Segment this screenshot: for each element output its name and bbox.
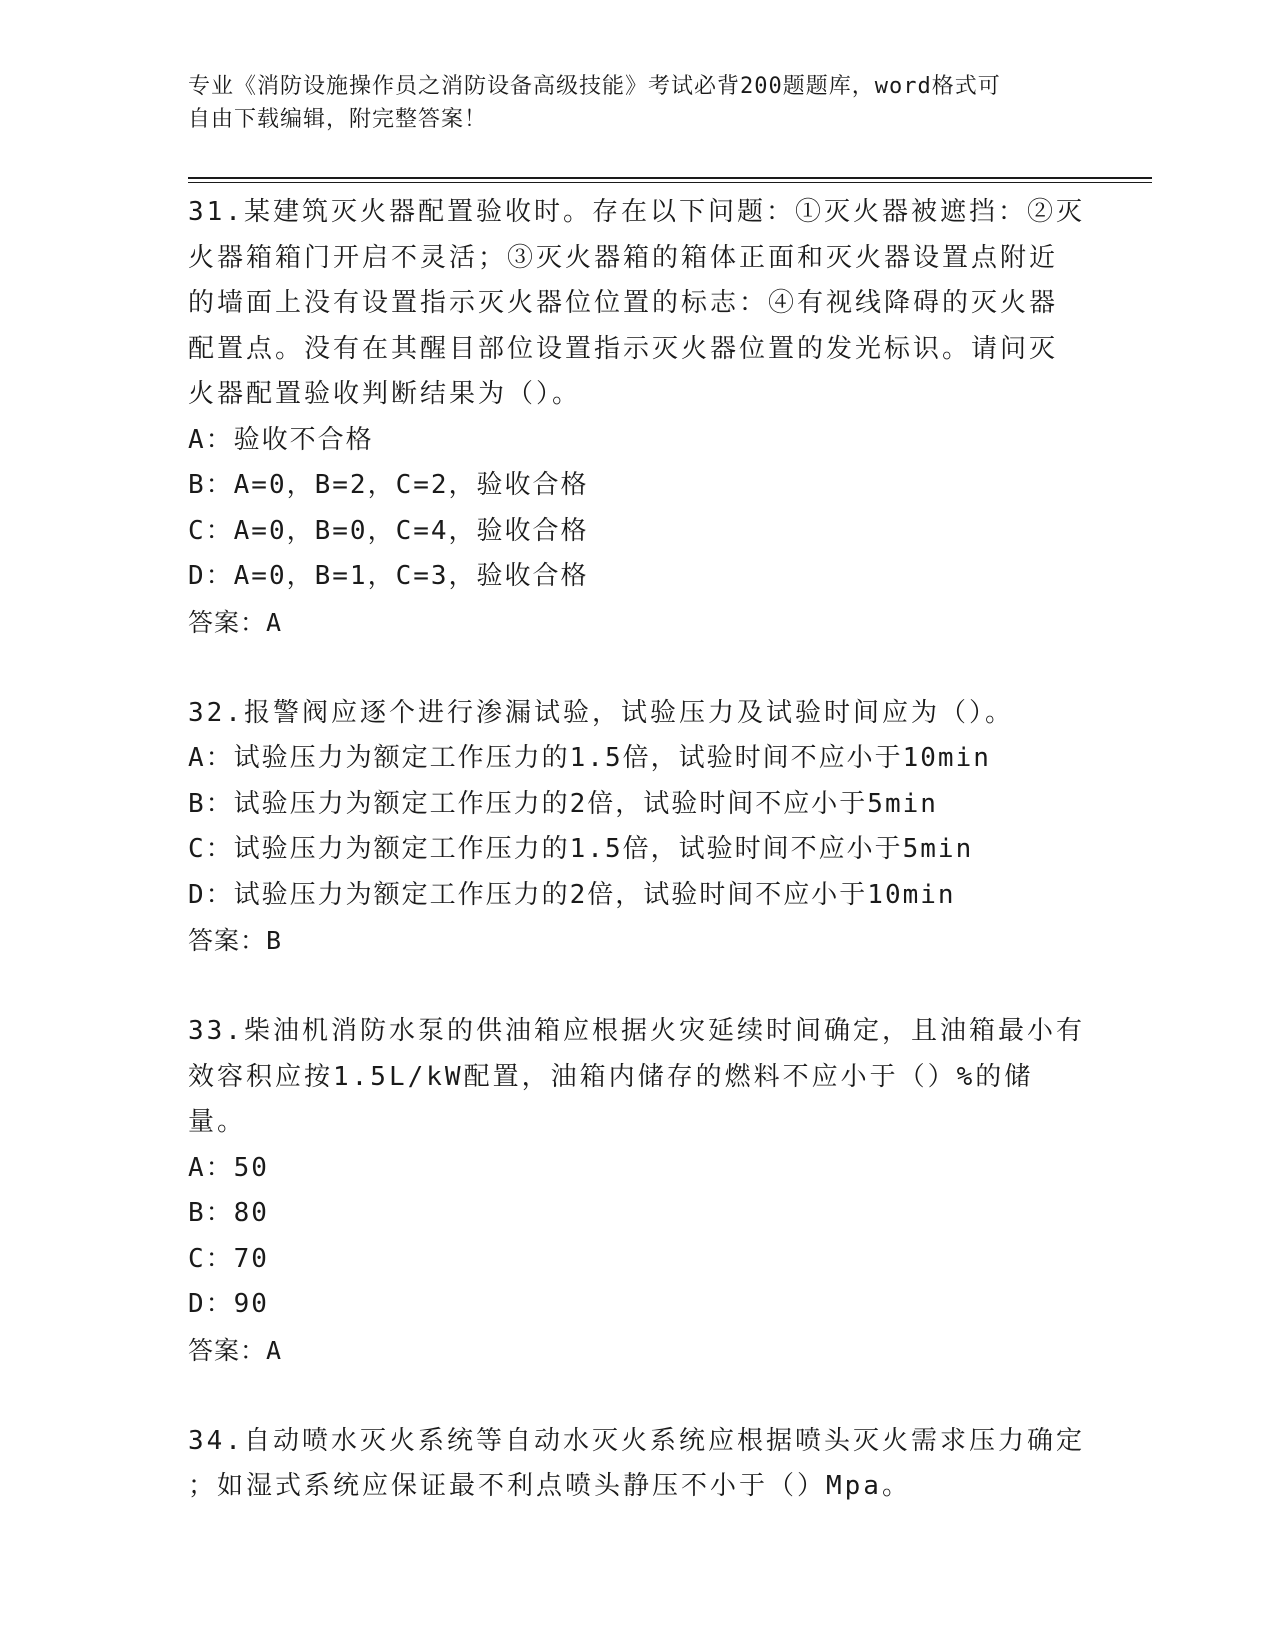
header-line-2: 自由下载编辑，附完整答案！	[188, 107, 488, 132]
answer-label: 答案：	[188, 607, 267, 637]
question-spacer	[188, 1373, 1088, 1419]
header-divider-thick	[188, 177, 1152, 179]
question-stem-line: 火器配置验收判断结果为（）。	[188, 379, 582, 409]
option-d: D：试验压力为额定工作压力的2倍，试验时间不应小于10min	[188, 879, 956, 910]
option-d: D：A=0，B=1，C=3，验收合格	[188, 561, 589, 591]
question-31	[188, 190, 1088, 645]
option-b: B：试验压力为额定工作压力的2倍，试验时间不应小于5min	[188, 788, 938, 819]
header-divider-thin	[188, 182, 1152, 183]
option-c: C：A=0，B=0，C=4，验收合格	[188, 515, 589, 546]
option-b: B：A=0，B=2，C=2，验收合格	[188, 470, 589, 500]
question-stem-line: ；如湿式系统应保证最不利点喷头静压不小于（）Mpa。	[188, 1471, 911, 1501]
option-c: C：70	[188, 1243, 269, 1274]
question-spacer	[188, 964, 1088, 1010]
question-stem-line: 31.某建筑灭火器配置验收时。存在以下问题：①灭火器被遮挡：②灭	[188, 197, 1085, 227]
option-d: D：90	[188, 1289, 269, 1319]
document-header	[188, 70, 1068, 136]
answer-value: A	[266, 1335, 283, 1365]
question-stem-line: 33.柴油机消防水泵的供油箱应根据火灾延续时间确定，且油箱最小有	[188, 1016, 1085, 1046]
question-stem-line: 的墙面上没有设置指示灭火器位位置的标志：④有视线降碍的灭火器	[188, 288, 1059, 318]
answer-value: A	[266, 607, 283, 637]
answer-label: 答案：	[188, 1335, 267, 1365]
question-spacer	[188, 645, 1088, 691]
answer-line	[188, 1328, 1088, 1374]
option-a: A：试验压力为额定工作压力的1.5倍，试验时间不应小于10min	[188, 743, 991, 773]
option-c: C：试验压力为额定工作压力的1.5倍，试验时间不应小于5min	[188, 834, 974, 864]
option-a: A：50	[188, 1152, 269, 1183]
question-stem-line: 效容积应按1.5L/kW配置，油箱内储存的燃料不应小于（）%的储量。	[188, 1061, 1034, 1137]
option-a: A：验收不合格	[188, 424, 374, 455]
question-list	[188, 190, 1088, 1510]
question-stem-line: 34.自动喷水灭火系统等自动水灭火系统应根据喷头灭火需求压力确定	[188, 1425, 1085, 1456]
answer-line	[188, 600, 1088, 646]
answer-value: B	[266, 926, 283, 955]
question-stem-line: 火器箱箱门开启不灵活；③灭火器箱的箱体正面和灭火器设置点附近	[188, 242, 1059, 273]
question-32	[188, 691, 1088, 964]
question-stem-line: 32.报警阀应逐个进行渗漏试验，试验压力及试验时间应为（）。	[188, 697, 1014, 728]
option-b: B：80	[188, 1198, 269, 1228]
answer-line	[188, 918, 1088, 964]
question-34	[188, 1419, 1088, 1510]
question-stem-line: 配置点。没有在其醒目部位设置指示灭火器位置的发光标识。请问灭	[188, 333, 1059, 364]
question-33	[188, 1009, 1088, 1373]
header-line-1: 专业《消防设施操作员之消防设备高级技能》考试必背200题题库，word格式可	[188, 74, 1001, 99]
answer-label: 答案：	[188, 926, 267, 955]
